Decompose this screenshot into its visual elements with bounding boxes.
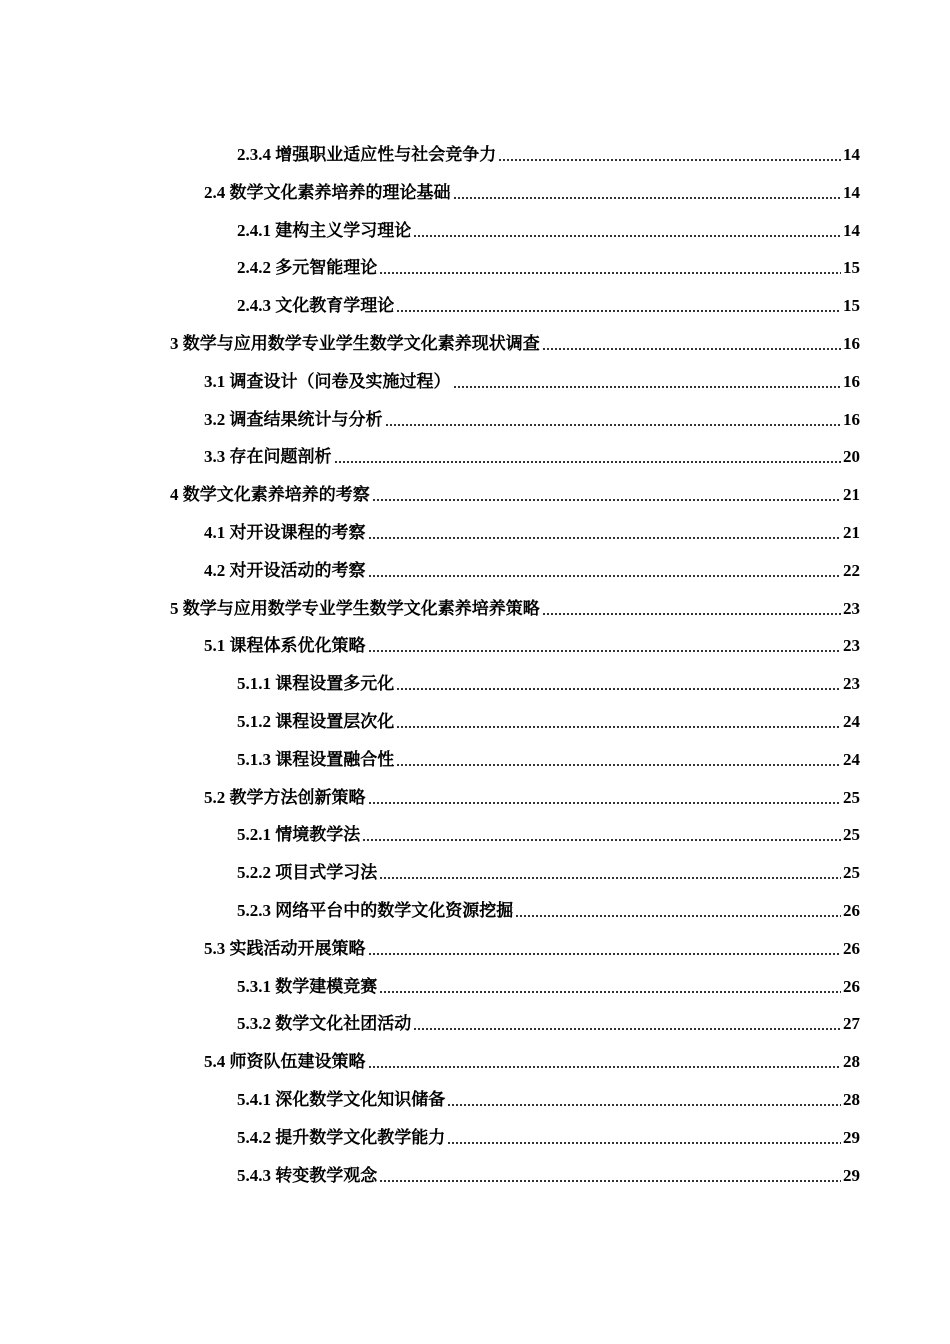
toc-entry-page-number: 22 — [843, 560, 860, 580]
toc-entry-title: 5.3.2 数学文化社团活动 — [237, 1014, 412, 1034]
toc-entry-page-number: 15 — [843, 258, 860, 278]
toc-entry-title: 2.4 数学文化素养培养的理论基础 — [204, 182, 451, 202]
toc-entry-title: 4.1 对开设课程的考察 — [204, 523, 366, 542]
toc-entry[interactable] — [204, 1044, 860, 1072]
toc-entry[interactable] — [204, 515, 860, 543]
dot-leader — [368, 537, 842, 539]
toc-entry-title: 2.3.4 增强职业适应性与社会竞争力 — [237, 145, 497, 164]
toc-entry[interactable] — [237, 1082, 860, 1110]
toc-entry-title: 5 数学与应用数学专业学生数学文化素养培养策略 — [170, 598, 540, 618]
toc-entry-page-number: 27 — [843, 1014, 860, 1034]
toc-entry[interactable] — [170, 326, 860, 354]
toc-entry-page-number: 20 — [843, 447, 860, 467]
toc-entry-title: 2.4.2 多元智能理论 — [237, 258, 378, 278]
toc-entry-page-number: 14 — [843, 220, 860, 240]
toc-entry[interactable] — [237, 288, 860, 316]
dot-leader — [453, 386, 842, 388]
dot-leader — [396, 310, 841, 312]
toc-entry-page-number: 26 — [843, 938, 860, 958]
toc-entry[interactable] — [170, 477, 860, 505]
toc-entry[interactable] — [237, 704, 860, 732]
toc-entry-page-number: 16 — [843, 409, 860, 429]
toc-entry[interactable] — [237, 1120, 860, 1148]
toc-entry-title: 3.3 存在问题剖析 — [204, 447, 332, 467]
dot-leader — [379, 272, 841, 274]
toc-entry-page-number: 25 — [843, 787, 860, 807]
toc-entry-title: 3 数学与应用数学专业学生数学文化素养现状调查 — [170, 334, 540, 353]
toc-entry-page-number: 29 — [843, 1165, 860, 1185]
toc-entry-page-number: 21 — [843, 485, 860, 505]
dot-leader — [396, 764, 841, 766]
dot-leader — [379, 991, 841, 993]
toc-entry[interactable] — [204, 402, 860, 430]
toc-entry[interactable] — [237, 817, 860, 845]
dot-leader — [379, 1180, 841, 1182]
toc-entry-page-number: 26 — [843, 901, 860, 920]
dot-leader — [498, 159, 841, 161]
dot-leader — [368, 802, 842, 804]
toc-entry-page-number: 15 — [843, 296, 860, 316]
toc-entry-page-number: 25 — [843, 825, 860, 845]
toc-entry[interactable] — [237, 213, 860, 241]
dot-leader — [447, 1142, 841, 1144]
toc-entry-page-number: 25 — [843, 863, 860, 883]
toc-entry-title: 5.1.1 课程设置多元化 — [237, 674, 395, 694]
dot-leader — [368, 575, 842, 577]
toc-entry[interactable] — [237, 893, 860, 921]
toc-entry-title: 5.1 课程体系优化策略 — [204, 636, 366, 656]
toc-entry-title: 4.2 对开设活动的考察 — [204, 560, 366, 580]
toc-entry-title: 4 数学文化素养培养的考察 — [170, 485, 370, 505]
toc-entry-title: 5.4.3 转变教学观念 — [237, 1165, 378, 1185]
toc-entry-title: 5.2.1 情境教学法 — [237, 825, 361, 845]
toc-entry-title: 3.1 调查设计（问卷及实施过程） — [204, 371, 451, 391]
toc-entry[interactable] — [237, 742, 860, 770]
toc-entry-page-number: 14 — [843, 182, 860, 202]
toc-entry[interactable] — [204, 439, 860, 467]
toc-entry-page-number: 28 — [843, 1052, 860, 1072]
dot-leader — [542, 613, 841, 615]
toc-entry[interactable] — [237, 855, 860, 883]
toc-entry-title: 5.1.2 课程设置层次化 — [237, 712, 395, 731]
dot-leader — [372, 499, 841, 501]
toc-entry[interactable] — [204, 628, 860, 656]
dot-leader — [368, 650, 842, 652]
toc-entry[interactable] — [237, 137, 860, 165]
toc-entry[interactable] — [237, 666, 860, 694]
dot-leader — [368, 1066, 842, 1068]
toc-entry-title: 5.2 教学方法创新策略 — [204, 787, 366, 807]
dot-leader — [385, 424, 842, 426]
toc-entry[interactable] — [204, 553, 860, 581]
toc-entry[interactable] — [237, 250, 860, 278]
dot-leader — [453, 197, 842, 199]
dot-leader — [334, 461, 842, 463]
toc-entry-title: 2.4.1 建构主义学习理论 — [237, 220, 412, 240]
toc-entry-page-number: 23 — [843, 674, 860, 694]
toc-entry-page-number: 23 — [843, 598, 860, 618]
dot-leader — [447, 1104, 841, 1106]
toc-entry[interactable] — [237, 1006, 860, 1034]
toc-entry[interactable] — [237, 1158, 860, 1186]
toc-entry-title: 5.4.1 深化数学文化知识储备 — [237, 1090, 446, 1109]
toc-entry[interactable] — [237, 969, 860, 997]
dot-leader — [396, 688, 841, 690]
toc-entry[interactable] — [204, 931, 860, 959]
toc-entry-title: 3.2 调查结果统计与分析 — [204, 409, 383, 429]
toc-entry[interactable] — [170, 591, 860, 619]
dot-leader — [379, 877, 841, 879]
toc-entry-title: 5.4 师资队伍建设策略 — [204, 1052, 366, 1072]
toc-entry-page-number: 14 — [843, 145, 860, 164]
toc-entry-title: 5.2.2 项目式学习法 — [237, 863, 378, 883]
toc-entry-page-number: 26 — [843, 976, 860, 996]
toc-entry-title: 5.1.3 课程设置融合性 — [237, 749, 395, 769]
toc-entry-page-number: 21 — [843, 523, 860, 542]
dot-leader — [396, 726, 841, 728]
toc-entry-page-number: 28 — [843, 1090, 860, 1109]
toc-entry-page-number: 16 — [843, 334, 860, 353]
toc-entry-page-number: 24 — [843, 712, 860, 731]
toc-entry-page-number: 23 — [843, 636, 860, 656]
dot-leader — [368, 953, 842, 955]
dot-leader — [413, 1028, 841, 1030]
toc-entry-title: 5.2.3 网络平台中的数学文化资源挖掘 — [237, 901, 514, 920]
toc-entry-title: 5.4.2 提升数学文化教学能力 — [237, 1127, 446, 1147]
toc-entry[interactable] — [204, 780, 860, 808]
dot-leader — [362, 839, 841, 841]
dot-leader — [542, 348, 841, 350]
toc-entry-page-number: 24 — [843, 749, 860, 769]
toc-entry[interactable] — [204, 364, 860, 392]
dot-leader — [413, 235, 841, 237]
toc-entry-title: 2.4.3 文化教育学理论 — [237, 296, 395, 316]
toc-entry-title: 5.3.1 数学建模竞赛 — [237, 976, 378, 996]
dot-leader — [515, 915, 841, 917]
toc-entry-title: 5.3 实践活动开展策略 — [204, 938, 366, 958]
toc-entry[interactable] — [204, 175, 860, 203]
toc-entry-page-number: 29 — [843, 1127, 860, 1147]
toc-entry-page-number: 16 — [843, 371, 860, 391]
